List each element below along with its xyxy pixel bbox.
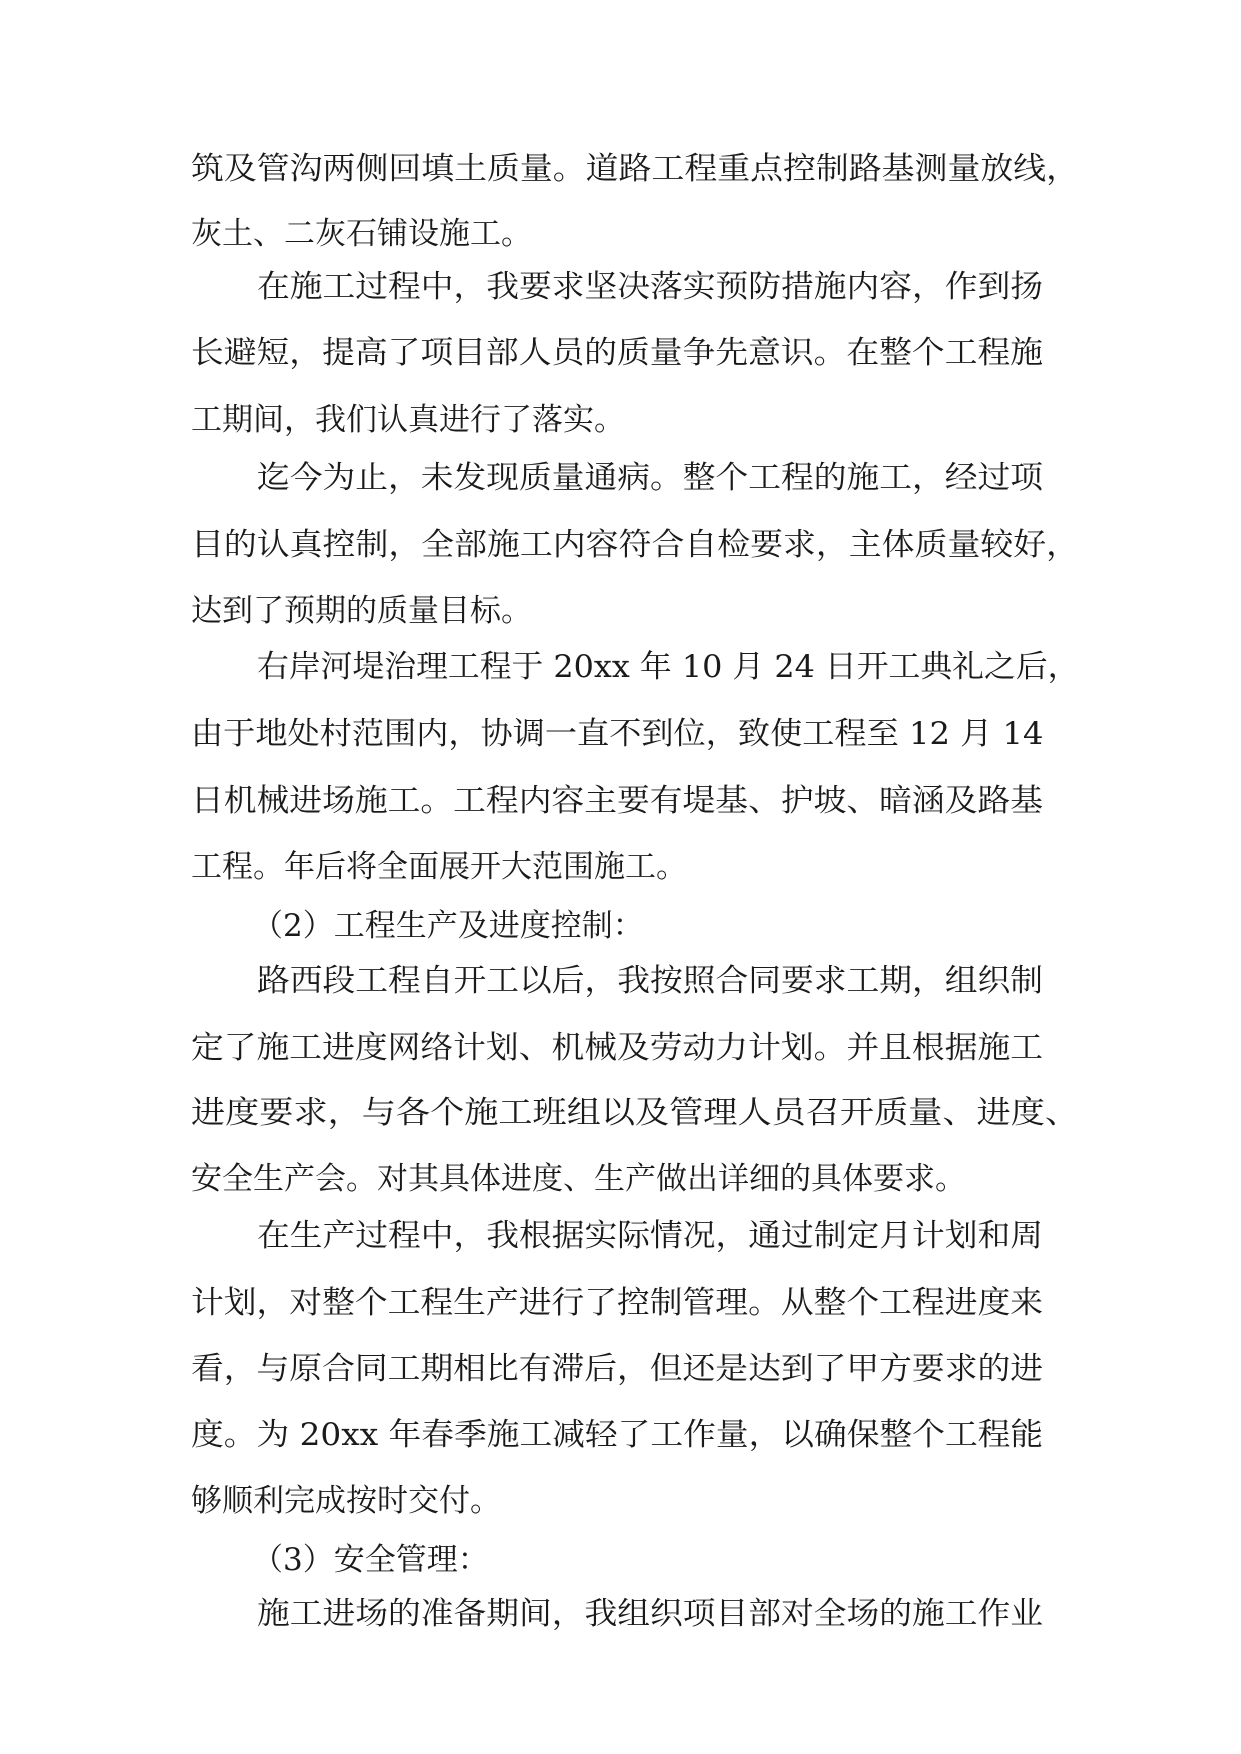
text-line: 够顺利完成按时交付。 (191, 1483, 501, 1519)
section-heading: （2）工程生产及进度控制： (252, 908, 644, 944)
text-line: 达到了预期的质量目标。 (191, 593, 532, 629)
text-line: 长避短，提高了项目部人员的质量争先意识。在整个工程施 (191, 335, 1043, 371)
section-heading: （3）安全管理： (252, 1542, 489, 1578)
text-line: 筑及管沟两侧回填土质量。道路工程重点控制路基测量放线， (191, 151, 1079, 187)
text-line: 看，与原合同工期相比有滞后，但还是达到了甲方要求的进 (191, 1351, 1043, 1387)
text-line: 灰土、二灰石铺设施工。 (191, 216, 532, 252)
text-line: 由于地处村范围内，协调一直不到位，致使工程至 12 月 14 (191, 716, 1044, 752)
text-line: 日机械进场施工。工程内容主要有堤基、护坡、暗涵及路基 (191, 783, 1043, 819)
text-line: 计划，对整个工程生产进行了控制管理。从整个工程进度来 (191, 1285, 1043, 1321)
text-line: 路西段工程自开工以后，我按照合同要求工期，组织制 (257, 963, 1043, 999)
text-line: 迄今为止，未发现质量通病。整个工程的施工，经过项 (257, 460, 1043, 496)
text-line: 进度要求，与各个施工班组以及管理人员召开质量、进度、 (191, 1095, 1079, 1131)
text-line: 工期间，我们认真进行了落实。 (191, 402, 625, 438)
text-line: 安全生产会。对其具体进度、生产做出详细的具体要求。 (191, 1161, 966, 1197)
text-line: 定了施工进度网络计划、机械及劳动力计划。并且根据施工 (191, 1030, 1043, 1066)
text-line: 在施工过程中，我要求坚决落实预防措施内容，作到扬 (257, 269, 1043, 305)
text-line: 在生产过程中，我根据实际情况，通过制定月计划和周 (257, 1218, 1043, 1254)
text-line: 工程。年后将全面展开大范围施工。 (191, 849, 687, 885)
text-line: 施工进场的准备期间，我组织项目部对全场的施工作业 (257, 1596, 1043, 1632)
text-line: 度。为 20xx 年春季施工减轻了工作量，以确保整个工程能 (191, 1417, 1044, 1453)
text-line: 目的认真控制，全部施工内容符合自检要求，主体质量较好， (191, 527, 1079, 563)
text-line: 右岸河堤治理工程于 20xx 年 10 月 24 日开工典礼之后， (257, 649, 1080, 685)
